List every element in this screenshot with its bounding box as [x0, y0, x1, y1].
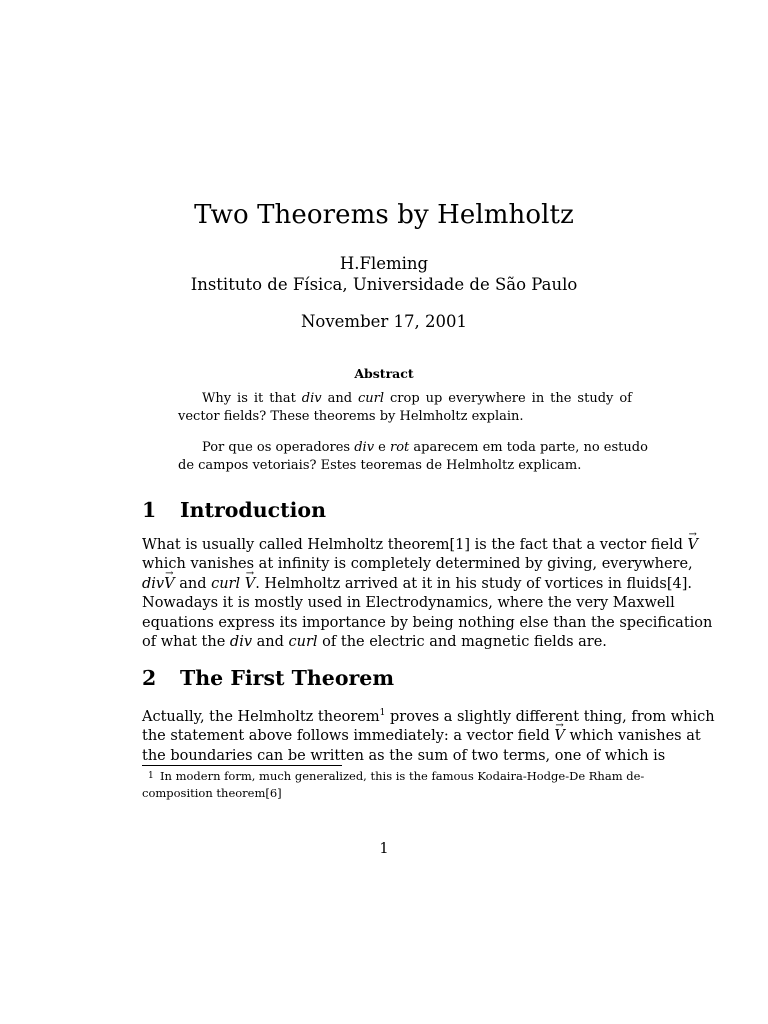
section-2-body [142, 704, 715, 766]
section-1-heading [142, 498, 326, 522]
footnote-marker: 1 [379, 708, 386, 718]
author-name: H.Fleming [339, 254, 429, 273]
section-2-number: 2 [142, 666, 157, 690]
s2-line-1: Actually, the Helmholtz theorem$^1$ proves a slightly different thing, from which [142, 708, 715, 725]
footnote-rule [142, 765, 342, 766]
abstract-div-term-pt: div [354, 440, 375, 455]
s2-line-3: the boundaries can be written as the sum of two terms, one of which is [142, 747, 666, 764]
footnote-mark: 1 [148, 771, 154, 781]
vector-v-symbol: → V [688, 536, 698, 555]
abstract-div-term: div [301, 391, 322, 406]
abstract-rot-term: rot [390, 440, 410, 455]
section-1-number: 1 [142, 498, 157, 522]
abstract-en-line-2: vector fields? These theorems by Helmholtz explain. [178, 408, 524, 424]
s1-line-3: div→ V and curl → V. Helmholtz arrived at it in his study of vortices in fluids[4]. [142, 575, 644, 594]
section-2-title: The First Theorem [180, 666, 395, 690]
abstract-heading: Abstract [354, 366, 414, 381]
abstract-portuguese [178, 439, 648, 474]
vector-v-symbol: → V [245, 575, 255, 594]
abstract-english [178, 390, 632, 425]
abstract-en-line-1: Why is it that div and curl crop up everywhere in the study of [202, 391, 632, 406]
abstract-pt-line-1: Por que os operadores div e rot aparecem em toda parte, no estudo [202, 440, 648, 455]
paper-date: November 17, 2001 [300, 312, 468, 331]
vector-v-symbol: → V [164, 575, 174, 594]
paper-title: Two Theorems by Helmholtz [194, 200, 574, 230]
s1-line-1: What is usually called Helmholtz theorem[1] is the fact that a vector field → V [142, 536, 644, 555]
abstract-curl-term: curl [358, 391, 385, 406]
s1-line-2: which vanishes at infinity is completely determined by giving, everywhere, [142, 556, 693, 573]
page-number: 1 [379, 841, 389, 857]
s1-line-6: of what the div and curl of the electric and magnetic fields are. [142, 634, 607, 651]
footnote-line-1: 1 In modern form, much generalized, this is the famous Kodaira-Hodge-De Rham de- [148, 769, 645, 783]
abstract-pt-line-2: de campos vetoriais? Estes teoremas de Helmholtz explicam. [178, 457, 582, 473]
s2-line-2: the statement above follows immediately: a vector field → V which vanishes at [142, 727, 644, 746]
section-2-heading [142, 666, 394, 690]
section-1-title: Introduction [180, 498, 326, 522]
author-affiliation: Instituto de Física, Universidade de São Paulo [190, 275, 578, 294]
vector-v-symbol: → V [554, 727, 564, 746]
footnote [142, 768, 644, 801]
footnote-line-2: composition theorem[6] [142, 785, 282, 800]
section-1-body [142, 536, 713, 652]
s1-line-5: equations express its importance by being nothing else than the specification [142, 614, 713, 631]
s1-line-4: Nowadays it is mostly used in Electrodynamics, where the very Maxwell [142, 595, 675, 612]
